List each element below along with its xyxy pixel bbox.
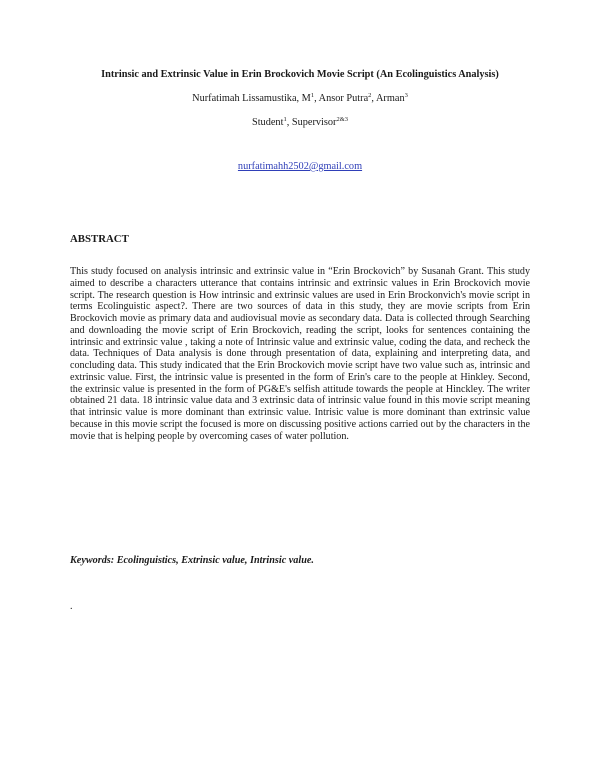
abstract-body: This study focused on analysis intrinsic and extrinsic value in “Erin Brockovich” by Susanah Grant. This study aimed to describe a characters utterance that contains intrinsic and extrinsic values in Erin Brockovich movie script. The research question is How intrinsic and extrinsic values are used in Erin Brockonvich's movie script in terms Ecolinguistic aspect?. There are two sources of data in this study, they are movie scripts from Erin Brockovich movie as primary data and audiovisual movie as secondary data. Data is collected through Searching and downloading the movie script of Erin Brockovich, reading the script, looks for sentences containing the intrinsic and extrinsic value , taking a note of Intrinsic value and extrinsic value, coding the data, and recheck the data. Techniques of Data analysis is done through presentation of data, explaining and interpreting data, and concluding data. This study indicated that the Erin Brockovich movie script have two value such as, intrinsic and extrinsic value. First, the intrinsic value is presented in the form of Erin's care to the people at Hinkley. Second, the extrinsic value is presented in the form of PG&E's selfish attitude towards the people at Hinckley. The writer obtained 21 data. 18 intrinsic value data and 3 extrinsic data of intrinsic value found in this movie script meaning that intrinsic value is more dominant than extrinsic value. Intrisic value is more dominant than extrinsic value because in this movie script the focused is more on discussing positive actions carried out by the characters in the movie that is helping people by overcoming cases of water pollution.	[70, 266, 530, 442]
role-label: Student	[251, 117, 284, 128]
author-affiliation-mark: 2	[368, 92, 372, 99]
author-roles	[40, 116, 560, 130]
author-affiliation-mark: 3	[404, 92, 408, 99]
author-separator: ,	[371, 93, 376, 104]
author-name: Nurfatimah Lissamustika, M	[192, 93, 311, 104]
author-name: Ansor Putra	[318, 93, 369, 104]
role-mark: 1	[283, 116, 287, 123]
author-affiliation-mark: 1	[310, 92, 315, 99]
author-name: Arman	[376, 93, 405, 104]
paper-title: Intrinsic and Extrinsic Value in Erin Brockovich Movie Script (An Ecolinguistics Analysis)	[101, 69, 499, 80]
role-mark: 2&3	[336, 116, 349, 123]
author-list	[40, 92, 560, 106]
role-label: Supervisor	[291, 117, 337, 128]
author-separator: ,	[314, 93, 319, 104]
role-separator: ,	[286, 117, 292, 128]
stray-period: .	[70, 601, 73, 612]
abstract-heading: ABSTRACT	[70, 233, 129, 245]
contact-email	[40, 160, 560, 174]
keywords-line: Keywords: Ecolinguistics, Extrinsic value, Intrinsic value.	[70, 555, 314, 566]
email-link[interactable]: nurfatimahh2502@gmail.com	[237, 161, 363, 172]
